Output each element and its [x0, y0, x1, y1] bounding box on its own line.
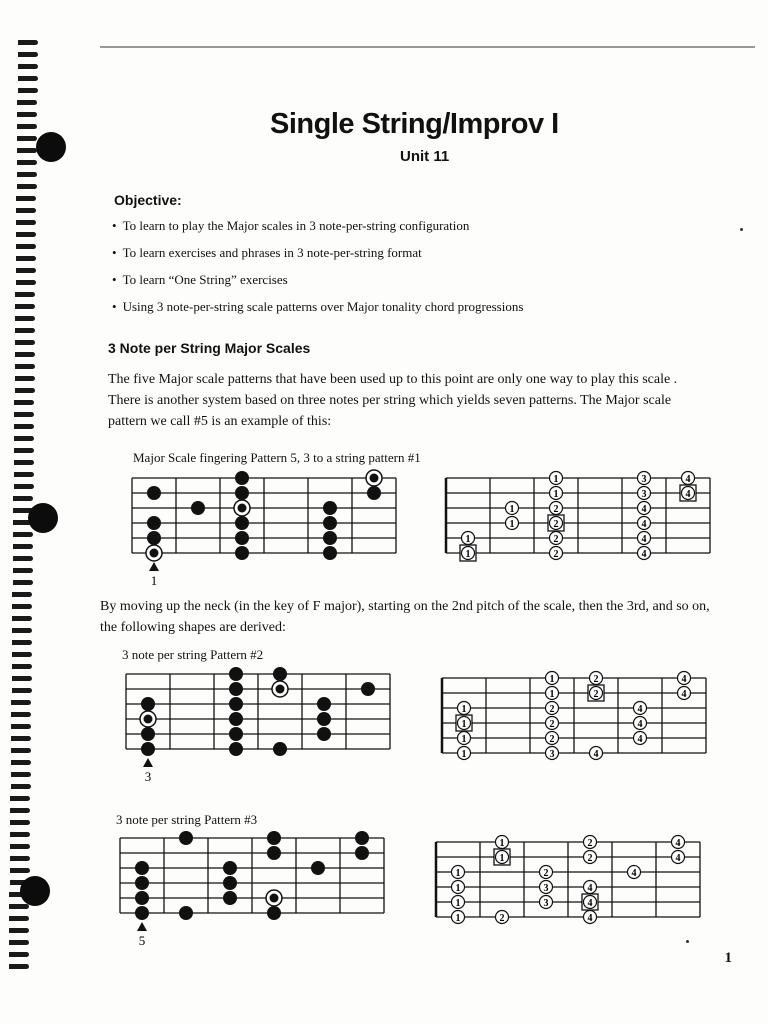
binding-coil [9, 904, 29, 909]
fret-position-marker: 5 [138, 933, 146, 948]
finger-number: 2 [593, 674, 599, 685]
finger-number: 3 [549, 749, 555, 760]
section-heading: 3 Note per String Major Scales [108, 340, 311, 356]
finger-number: 1 [553, 489, 559, 500]
scale-note-dot [235, 516, 249, 530]
scale-note-dot [179, 906, 193, 920]
scale-note-dot [273, 667, 287, 681]
speck [686, 940, 689, 943]
fingering-diagram-pattern-1 [440, 472, 712, 572]
intro-paragraph: The five Major scale patterns that have been used up to this point are only one way to play this scale . There is another system based on three notes per string which yields seven patterns. The Major scale pattern we call #5 is an example of this: [108, 372, 678, 429]
fretboard-diagram-pattern-3 [114, 832, 386, 957]
binding-coil [14, 460, 34, 465]
binding-coil [11, 724, 31, 729]
binding-coil [18, 88, 38, 93]
binding-coil [11, 736, 31, 741]
binding-coil [10, 820, 30, 825]
finger-number: 2 [553, 519, 559, 530]
binding-coil [17, 136, 37, 141]
punch-hole [28, 503, 58, 533]
finger-number: 4 [641, 519, 647, 530]
punch-hole [20, 876, 50, 906]
scale-note-dot [135, 861, 149, 875]
finger-number: 1 [509, 519, 515, 530]
finger-number: 4 [587, 898, 593, 909]
scale-note-dot [135, 876, 149, 890]
root-note-dot [270, 894, 279, 903]
binding-coil [15, 364, 35, 369]
binding-coil [17, 148, 37, 153]
binding-coil [16, 196, 36, 201]
binding-coil [12, 640, 32, 645]
binding-coil [16, 208, 36, 213]
finger-number: 3 [543, 898, 549, 909]
scale-note-dot [223, 891, 237, 905]
finger-number: 4 [681, 674, 687, 685]
binding-coil [10, 868, 30, 873]
binding-coil [16, 232, 36, 237]
finger-number: 2 [553, 534, 559, 545]
binding-coil [12, 652, 32, 657]
finger-number: 4 [631, 868, 637, 879]
fretboard-diagram-pattern-2 [120, 668, 392, 790]
moving-paragraph: By moving up the neck (in the key of F major), starting on the 2nd pitch of the scale, then the 3rd, and so on, the following shapes are derived: [100, 599, 710, 635]
finger-number: 3 [641, 474, 647, 485]
finger-number: 4 [685, 474, 691, 485]
fret-position-marker: 3 [144, 769, 152, 784]
scale-note-dot [179, 831, 193, 845]
binding-coil [11, 700, 31, 705]
scale-note-dot [235, 546, 249, 560]
binding-coil [15, 388, 35, 393]
page-number: 1 [724, 950, 732, 966]
binding-coil [17, 172, 37, 177]
finger-number: 1 [461, 749, 467, 760]
root-arrow-icon [143, 758, 153, 767]
binding-coil [13, 556, 33, 561]
finger-number: 2 [499, 913, 505, 924]
scale-note-dot [229, 712, 243, 726]
scale-note-dot [367, 486, 381, 500]
binding-coil [10, 844, 30, 849]
binding-coil [10, 832, 30, 837]
scale-note-dot [361, 682, 375, 696]
finger-number: 1 [461, 719, 467, 730]
scale-note-dot [235, 531, 249, 545]
binding-coil [16, 268, 36, 273]
finger-number: 2 [587, 838, 593, 849]
page-edge-line [100, 46, 755, 48]
finger-number: 4 [587, 913, 593, 924]
finger-number: 1 [499, 838, 505, 849]
fingering-diagram-pattern-2 [436, 672, 708, 772]
finger-number: 1 [499, 853, 505, 864]
binding-coil [16, 256, 36, 261]
scale-note-dot [229, 667, 243, 681]
binding-coil [12, 676, 32, 681]
finger-number: 1 [455, 913, 461, 924]
binding-coil [14, 448, 34, 453]
finger-number: 4 [587, 883, 593, 894]
binding-coil [15, 328, 35, 333]
binding-coil [17, 184, 37, 189]
finger-number: 3 [543, 883, 549, 894]
finger-number: 4 [637, 734, 643, 745]
binding-coil [18, 52, 38, 57]
scale-note-dot [135, 891, 149, 905]
binding-coil [15, 316, 35, 321]
binding-coil [12, 664, 32, 669]
objectives-list [112, 218, 523, 326]
binding-coil [11, 772, 31, 777]
scale-note-dot [267, 846, 281, 860]
scale-note-dot [141, 697, 155, 711]
scale-note-dot [141, 727, 155, 741]
binding-coil [9, 964, 29, 969]
root-note-dot [370, 474, 379, 483]
binding-coil [15, 376, 35, 381]
binding-coil [15, 340, 35, 345]
page-title: Single String/Improv I [270, 108, 559, 140]
binding-coil [10, 796, 30, 801]
binding-coil [12, 592, 32, 597]
binding-coil [11, 784, 31, 789]
finger-number: 1 [465, 534, 471, 545]
scale-note-dot [229, 682, 243, 696]
finger-number: 4 [675, 853, 681, 864]
scale-note-dot [147, 516, 161, 530]
finger-number: 4 [675, 838, 681, 849]
unit-subtitle: Unit 11 [400, 148, 450, 165]
scale-note-dot [355, 846, 369, 860]
binding-coil [14, 472, 34, 477]
binding-coil [11, 760, 31, 765]
speck [740, 228, 743, 231]
scale-note-dot [235, 471, 249, 485]
scale-note-dot [317, 697, 331, 711]
binding-coil [11, 748, 31, 753]
root-note-dot [276, 685, 285, 694]
finger-number: 1 [549, 674, 555, 685]
binding-coil [13, 532, 33, 537]
finger-number: 2 [549, 734, 555, 745]
finger-number: 4 [685, 489, 691, 500]
root-note-dot [144, 715, 153, 724]
scale-note-dot [311, 861, 325, 875]
punch-hole [36, 132, 66, 162]
binding-coil [9, 928, 29, 933]
finger-number: 1 [461, 734, 467, 745]
fingering-diagram-pattern-3 [430, 836, 702, 936]
finger-number: 1 [553, 474, 559, 485]
scale-note-dot [317, 727, 331, 741]
diagram-caption: Major Scale fingering Pattern 5, 3 to a string pattern #1 [133, 450, 421, 465]
binding-coil [14, 436, 34, 441]
finger-number: 1 [549, 689, 555, 700]
finger-number: 2 [553, 504, 559, 515]
scale-note-dot [229, 742, 243, 756]
binding-coil [14, 484, 34, 489]
binding-coil [16, 220, 36, 225]
scale-note-dot [191, 501, 205, 515]
binding-coil [9, 940, 29, 945]
finger-number: 1 [455, 868, 461, 879]
finger-number: 2 [543, 868, 549, 879]
binding-coil [18, 76, 38, 81]
scale-note-dot [273, 742, 287, 756]
binding-coil [18, 64, 38, 69]
scale-note-dot [317, 712, 331, 726]
binding-coil [12, 604, 32, 609]
binding-coil [12, 688, 32, 693]
scale-note-dot [229, 697, 243, 711]
binding-coil [15, 304, 35, 309]
finger-number: 1 [455, 883, 461, 894]
finger-number: 2 [549, 704, 555, 715]
scale-note-dot [141, 742, 155, 756]
objective-item: • To learn exercises and phrases in 3 note-per-string format [112, 245, 523, 272]
binding-coil [16, 244, 36, 249]
binding-coil [10, 856, 30, 861]
scale-note-dot [135, 906, 149, 920]
binding-coil [10, 808, 30, 813]
binding-coil [14, 400, 34, 405]
finger-number: 2 [553, 549, 559, 560]
diagram-caption: 3 note per string Pattern #2 [122, 647, 264, 662]
scale-note-dot [147, 531, 161, 545]
scale-note-dot [323, 516, 337, 530]
scale-note-dot [223, 876, 237, 890]
finger-number: 4 [681, 689, 687, 700]
binding-coil [13, 568, 33, 573]
scale-note-dot [323, 546, 337, 560]
scale-note-dot [229, 727, 243, 741]
binding-coil [14, 412, 34, 417]
binding-coil [9, 952, 29, 957]
finger-number: 1 [509, 504, 515, 515]
scale-note-dot [223, 861, 237, 875]
binding-coil [12, 628, 32, 633]
finger-number: 4 [641, 504, 647, 515]
binding-coil [9, 916, 29, 921]
binding-coil [17, 100, 37, 105]
binding-coil [17, 160, 37, 165]
finger-number: 4 [637, 704, 643, 715]
finger-number: 4 [593, 749, 599, 760]
diagram-caption: 3 note per string Pattern #3 [116, 812, 258, 827]
scale-note-dot [355, 831, 369, 845]
binding-coil [13, 496, 33, 501]
binding-coil [11, 712, 31, 717]
binding-coil [17, 124, 37, 129]
scale-note-dot [267, 831, 281, 845]
binding-coil [17, 112, 37, 117]
finger-number: 4 [641, 534, 647, 545]
scale-note-dot [267, 906, 281, 920]
fretboard-diagram-pattern-1 [126, 472, 398, 592]
objective-item: • To learn to play the Major scales in 3 note-per-string configuration [112, 218, 523, 245]
root-note-dot [150, 549, 159, 558]
finger-number: 2 [587, 853, 593, 864]
scale-note-dot [235, 486, 249, 500]
scale-note-dot [323, 531, 337, 545]
root-arrow-icon [137, 922, 147, 931]
finger-number: 2 [593, 689, 599, 700]
finger-number: 4 [637, 719, 643, 730]
objective-item: • To learn “One String” exercises [112, 272, 523, 299]
finger-number: 1 [455, 898, 461, 909]
fret-position-marker: 1 [150, 573, 158, 588]
root-arrow-icon [149, 562, 159, 571]
finger-number: 1 [461, 704, 467, 715]
objective-item: • Using 3 note-per-string scale patterns over Major tonality chord progressions [112, 299, 523, 326]
finger-number: 4 [641, 549, 647, 560]
root-note-dot [238, 504, 247, 513]
binding-coil [15, 292, 35, 297]
binding-coil [14, 424, 34, 429]
objective-heading: Objective: [114, 192, 182, 208]
finger-number: 3 [641, 489, 647, 500]
binding-coil [12, 616, 32, 621]
binding-coil [15, 352, 35, 357]
finger-number: 2 [549, 719, 555, 730]
binding-coil [13, 580, 33, 585]
scale-note-dot [323, 501, 337, 515]
binding-coil [16, 280, 36, 285]
finger-number: 1 [465, 549, 471, 560]
binding-coil [18, 40, 38, 45]
binding-coil [13, 544, 33, 549]
scale-note-dot [147, 486, 161, 500]
